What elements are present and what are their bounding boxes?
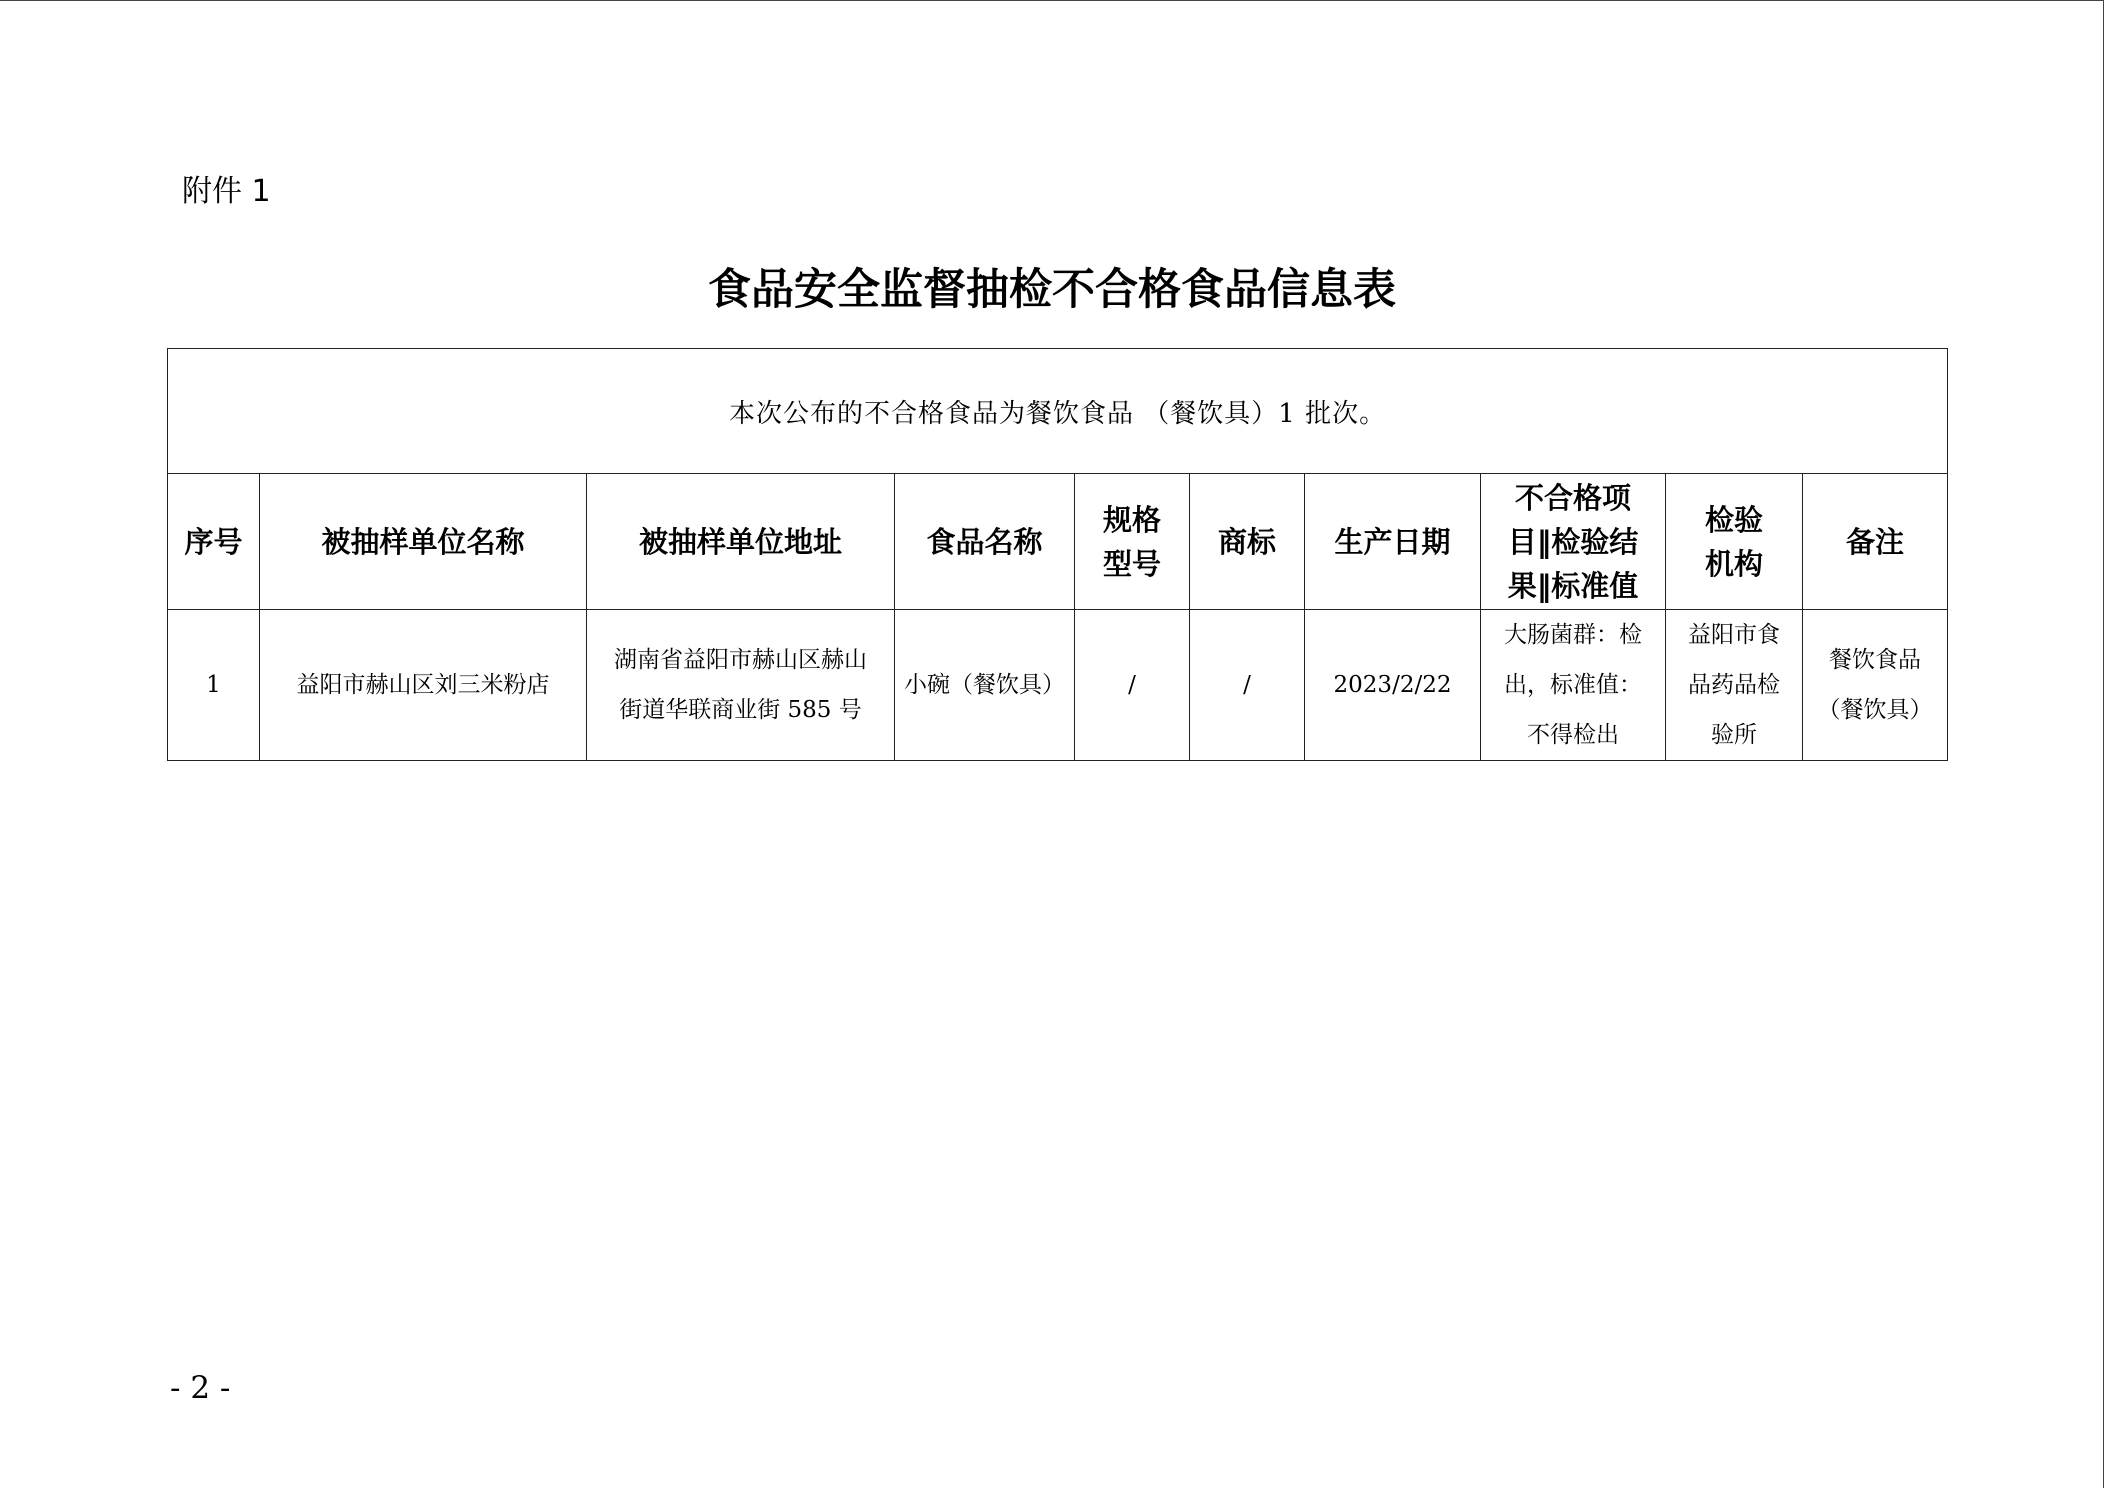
header-remarks: 备注 — [1803, 474, 1948, 610]
attachment-label: 附件 1 — [182, 174, 271, 209]
cell-inspection-agency-line: 品药品检 — [1688, 672, 1780, 698]
cell-nonconformity — [1481, 610, 1666, 761]
page-number: - 2 - — [170, 1370, 231, 1406]
cell-seq: 1 — [168, 610, 260, 761]
cell-unit-address — [587, 610, 895, 761]
table-row — [168, 610, 1948, 761]
header-unit-address: 被抽样单位地址 — [587, 474, 895, 610]
cell-unit-address-line: 湖南省益阳市赫山区赫山 — [614, 647, 867, 673]
header-row — [168, 474, 1948, 610]
header-spec-line: 规格 — [1102, 502, 1161, 537]
cell-remarks-line: （餐饮具） — [1817, 697, 1933, 723]
header-inspection-agency-line: 检验 — [1704, 502, 1763, 537]
header-spec-line: 型号 — [1102, 546, 1161, 581]
header-food-name: 食品名称 — [895, 474, 1075, 610]
header-nonconformity — [1481, 474, 1666, 610]
header-inspection-agency-line: 机构 — [1704, 546, 1763, 581]
summary-cell: 本次公布的不合格食品为餐饮食品 （餐饮具）1 批次。 — [168, 349, 1948, 474]
cell-brand: / — [1190, 610, 1305, 761]
summary-row — [168, 349, 1948, 474]
header-production-date: 生产日期 — [1305, 474, 1481, 610]
header-nonconformity-line: 不合格项 — [1514, 480, 1631, 515]
header-seq: 序号 — [168, 474, 260, 610]
cell-remarks-line: 餐饮食品 — [1829, 647, 1922, 673]
header-unit-name: 被抽样单位名称 — [260, 474, 587, 610]
cell-inspection-agency-line: 益阳市食 — [1688, 622, 1780, 648]
cell-unit-address-line: 街道华联商业街 585 号 — [619, 697, 862, 723]
header-nonconformity-line: 目‖检验结 — [1507, 524, 1639, 559]
header-spec — [1075, 474, 1190, 610]
cell-nonconformity-line: 出，标准值： — [1504, 672, 1642, 698]
header-inspection-agency — [1666, 474, 1803, 610]
document-title: 食品安全监督抽检不合格食品信息表 — [708, 265, 1396, 315]
cell-nonconformity-line: 不得检出 — [1527, 722, 1619, 748]
cell-remarks — [1803, 610, 1948, 761]
cell-nonconformity-line: 大肠菌群：检 — [1504, 622, 1642, 648]
cell-production-date: 2023/2/22 — [1305, 610, 1481, 761]
cell-inspection-agency — [1666, 610, 1803, 761]
header-nonconformity-line: 果‖标准值 — [1507, 568, 1639, 603]
cell-unit-name: 益阳市赫山区刘三米粉店 — [260, 610, 587, 761]
cell-food-name: 小碗（餐饮具） — [895, 610, 1075, 761]
header-brand: 商标 — [1190, 474, 1305, 610]
cell-inspection-agency-line: 验所 — [1711, 722, 1757, 748]
cell-spec: / — [1075, 610, 1190, 761]
info-table — [167, 348, 1948, 761]
